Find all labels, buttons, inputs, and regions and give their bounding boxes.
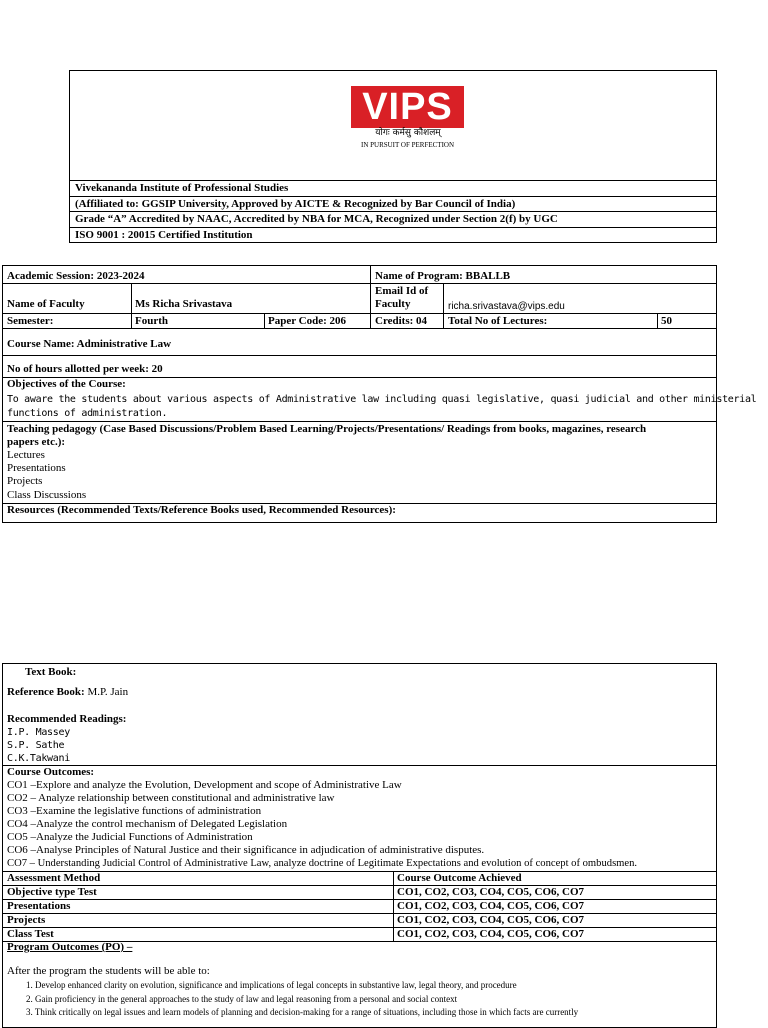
course-outcome-achieved-header: Course Outcome Achieved [397,872,522,884]
logo-motto: योगः कर्मसु कौशलम् [375,128,441,138]
reference-book-value: M.P. Jain [84,686,129,698]
faculty-label: Name of Faculty [7,298,85,310]
course-name: Course Name: Administrative Law [7,338,172,350]
institute-name: Vivekananda Institute of Professional Studies [75,182,289,194]
paper-code: Paper Code: 206 [268,315,347,327]
assessment-outcome: CO1, CO2, CO3, CO4, CO5, CO6, CO7 [397,886,584,898]
total-lectures-value: 50 [661,315,672,327]
program-outcome-item: 2. Gain proficiency in the general approaches to the study of law and legal reasoning from a personal and social context [26,994,458,1004]
logo-text: VIPS [362,86,453,128]
reading-item: C.K.Takwani [7,753,70,764]
program-outcome-item: 1. Develop enhanced clarity on evolution, significance and implications of legal concepts in substantive law, legal theory, and procedure [26,980,517,990]
hours-per-week: No of hours allotted per week: 20 [7,363,163,375]
pedagogy-heading: Teaching pedagogy (Case Based Discussions/Problem Based Learning/Projects/Presentations/ Readings from books, magazines, research [7,423,647,435]
course-outcomes-heading: Course Outcomes: [7,766,95,778]
faculty-email: richa.srivastava@vips.edu [448,301,565,312]
institute-grade: Grade “A” Accredited by NAAC, Accredited by NBA for MCA, Recognized under Section 2(f) by UGC [75,213,558,225]
assessment-method: Projects [7,914,46,926]
assessment-outcome: CO1, CO2, CO3, CO4, CO5, CO6, CO7 [397,900,584,912]
vips-logo [351,86,464,128]
credits: Credits: 04 [375,315,428,327]
recommended-readings-heading: Recommended Readings: [7,713,127,725]
program-outcomes-heading: Program Outcomes (PO) – [7,941,133,953]
objectives-heading: Objectives of the Course: [7,378,126,390]
pedagogy-item: Class Discussions [7,489,87,501]
reading-item: S.P. Sathe [7,740,65,751]
resources-heading: Resources (Recommended Texts/Reference Books used, Recommended Resources): [7,504,396,516]
program-outcomes-intro: After the program the students will be able to: [7,965,210,977]
course-outcome-item: CO4 –Analyze the control mechanism of Delegated Legislation [7,818,288,830]
objectives-text-line2: functions of administration. [7,408,168,419]
course-outcome-item: CO3 –Examine the legislative functions of administration [7,805,262,817]
objectives-text-line1: To aware the students about various aspects of Administrative law including quasi legislative, quasi judicial and other ministerial [7,394,757,405]
assessment-method-header: Assessment Method [7,872,101,884]
course-outcome-item: CO1 –Explore and analyze the Evolution, Development and scope of Administrative Law [7,779,402,791]
pedagogy-heading-cont: papers etc.): [7,436,66,448]
assessment-outcome: CO1, CO2, CO3, CO4, CO5, CO6, CO7 [397,928,584,940]
course-outcome-item: CO6 –Analyse Principles of Natural Justice and their significance in adjudication of administrative disputes. [7,844,485,856]
pedagogy-item: Presentations [7,462,66,474]
text-book-label: Text Book: [25,666,77,678]
email-label-line2: Faculty [375,298,411,310]
reference-book [7,686,128,699]
logo-tagline: IN PURSUIT OF PERFECTION [360,141,455,149]
academic-session: Academic Session: 2023-2024 [7,270,145,282]
total-lectures-label: Total No of Lectures: [448,315,548,327]
assessment-method: Objective type Test [7,886,97,898]
assessment-outcome: CO1, CO2, CO3, CO4, CO5, CO6, CO7 [397,914,584,926]
institute-affiliation: (Affiliated to: GGSIP University, Approved by AICTE & Recognized by Bar Council of India) [75,198,516,210]
pedagogy-item: Lectures [7,449,45,461]
course-outcome-item: CO7 – Understanding Judicial Control of Administrative Law, analyze doctrine of Legitimate Expectations and evolution of concept of ombudsmen. [7,858,638,869]
email-label-line1: Email Id of [375,285,429,297]
semester-value: Fourth [135,315,168,327]
faculty-name: Ms Richa Srivastava [135,298,233,310]
course-outcome-item: CO5 –Analyze the Judicial Functions of Administration [7,831,253,843]
assessment-method: Class Test [7,928,54,940]
pedagogy-item: Projects [7,475,43,487]
assessment-method: Presentations [7,900,71,912]
semester-label: Semester: [7,315,54,327]
reference-book-label: Reference Book: [7,686,85,698]
course-outcome-item: CO2 – Analyze relationship between constitutional and administrative law [7,792,335,804]
program-outcome-item: 3. Think critically on legal issues and learn models of planning and decision-making for a range of situations, including those in which facts are currently [26,1007,579,1017]
institute-iso: ISO 9001 : 20015 Certified Institution [75,229,253,241]
program-name: Name of Program: BBALLB [375,270,511,282]
reading-item: I.P. Massey [7,727,70,738]
